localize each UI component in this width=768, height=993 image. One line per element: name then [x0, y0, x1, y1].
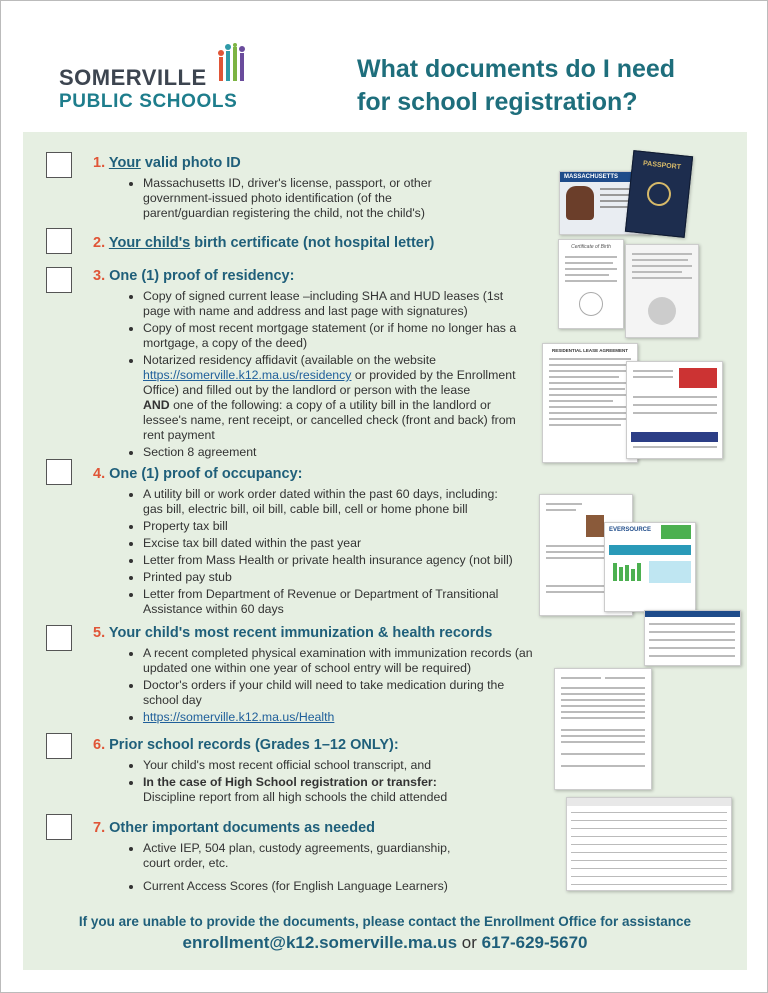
somerville-logo	[59, 43, 259, 115]
section-1-title: 1. Your valid photo ID	[93, 155, 241, 171]
section-6-title: 6. Prior school records (Grades 1–12 ONLY):	[93, 737, 399, 753]
section-6-list	[125, 758, 513, 807]
school-transcript-image	[566, 797, 732, 891]
footer-contact-note: If you are unable to provide the documents, please contact the Enrollment Office for assistance	[78, 914, 692, 929]
passport-image: PASSPORT	[625, 150, 693, 238]
mortgage-statement-image	[626, 361, 723, 459]
checkbox-6[interactable]	[46, 733, 72, 759]
checkbox-7[interactable]	[46, 814, 72, 840]
list-item: • Letter from Mass Health or private health insurance agency (not bill)	[143, 553, 513, 568]
list-item: • Property tax bill	[143, 519, 513, 534]
checkbox-2[interactable]	[46, 228, 72, 254]
list-item: • A utility bill or work order dated within the past 60 days, including: gas bill, electric bill, oil bill, cable bill, cell or home phone bill	[143, 487, 513, 517]
section-4-title: 4. One (1) proof of occupancy:	[93, 466, 303, 482]
section-7-list	[125, 841, 453, 896]
list-item	[143, 710, 533, 725]
checkbox-5[interactable]	[46, 625, 72, 651]
enrollment-email[interactable]: enrollment@k12.somerville.ma.us	[182, 933, 458, 952]
list-item: • Current Access Scores (for English Language Learners)	[143, 879, 453, 894]
list-item: • Excise tax bill dated within the past year	[143, 536, 513, 551]
section-4-list	[125, 487, 513, 619]
list-item: • In the case of High School registration or transfer: Discipline report from all high schools the child attended	[143, 775, 513, 805]
section-3-title: 3. One (1) proof of residency:	[93, 268, 295, 284]
list-item: • Massachusetts ID, driver's license, passport, or other government-issued photo identification (of the parent/guardian registering the child, not the child's)	[143, 176, 443, 221]
list-item: • A recent completed physical examination with immunization records (an updated one within one year of school entry will be required)	[143, 646, 533, 676]
birth-certificate-2-image	[625, 244, 699, 338]
list-item: • Active IEP, 504 plan, custody agreements, guardianship, court order, etc.	[143, 841, 453, 871]
section-5-title: 5. Your child's most recent immunization & health records	[93, 625, 493, 641]
logo-text-somerville: SOMERVILLE	[59, 65, 207, 90]
footer-contact-info: enrollment@k12.somerville.ma.us or 617-629-5670	[182, 933, 588, 952]
section-7-title: 7. Other important documents as needed	[93, 820, 376, 836]
eversource-bill-image: EVERSOURCE	[604, 522, 696, 612]
enrollment-phone[interactable]: 617-629-5670	[481, 933, 588, 952]
birth-certificate-image: Certificate of Birth	[558, 239, 624, 329]
logo-text-public-schools: PUBLIC SCHOOLS	[59, 91, 238, 112]
section-2-title: 2. Your child's birth certificate (not hospital letter)	[93, 235, 435, 251]
list-item: • Copy of most recent mortgage statement (or if home no longer has a mortgage, a copy of the deed)	[143, 321, 533, 351]
list-item: • Notarized residency affidavit (available on the website https://somerville.k12.ma.us/residency or provided by the Enrollment Office) and filled out by the landlord or person with the lease AND one of the following: a copy of a utility bill in the landlord or lessee's name, rent receipt, or cancelled check (front and back) from rent payment	[143, 353, 527, 443]
health-link[interactable]: https://somerville.k12.ma.us/Health	[143, 710, 335, 724]
list-item: • Printed pay stub	[143, 570, 513, 585]
checkbox-4[interactable]	[46, 459, 72, 485]
list-item: • Your child's most recent official school transcript, and	[143, 758, 513, 773]
title-line-1: What documents do I need	[357, 55, 676, 83]
massachusetts-id-image: MASSACHUSETTS	[559, 171, 651, 235]
section-5-list	[125, 646, 533, 727]
section-3-list	[125, 289, 533, 462]
raised-hands-icon	[215, 43, 251, 87]
list-item: • Section 8 agreement	[143, 445, 533, 460]
pay-stub-image	[644, 610, 741, 666]
residency-link[interactable]: https://somerville.k12.ma.us/residency	[143, 368, 352, 382]
lease-agreement-image: RESIDENTIAL LEASE AGREEMENT	[542, 343, 638, 463]
page-title	[357, 53, 737, 119]
checkbox-3[interactable]	[46, 267, 72, 293]
checkbox-1[interactable]	[46, 152, 72, 178]
list-item: • Letter from Department of Revenue or Department of Transitional Assistance within 60 days	[143, 587, 513, 617]
section-1-list	[125, 176, 443, 223]
list-item: • Doctor's orders if your child will need to take medication during the school day	[143, 678, 533, 708]
immunization-record-image	[554, 668, 652, 790]
list-item: • Copy of signed current lease –including SHA and HUD leases (1st page with name and address and last page with signatures)	[143, 289, 533, 319]
title-line-2: for school registration?	[357, 88, 638, 116]
